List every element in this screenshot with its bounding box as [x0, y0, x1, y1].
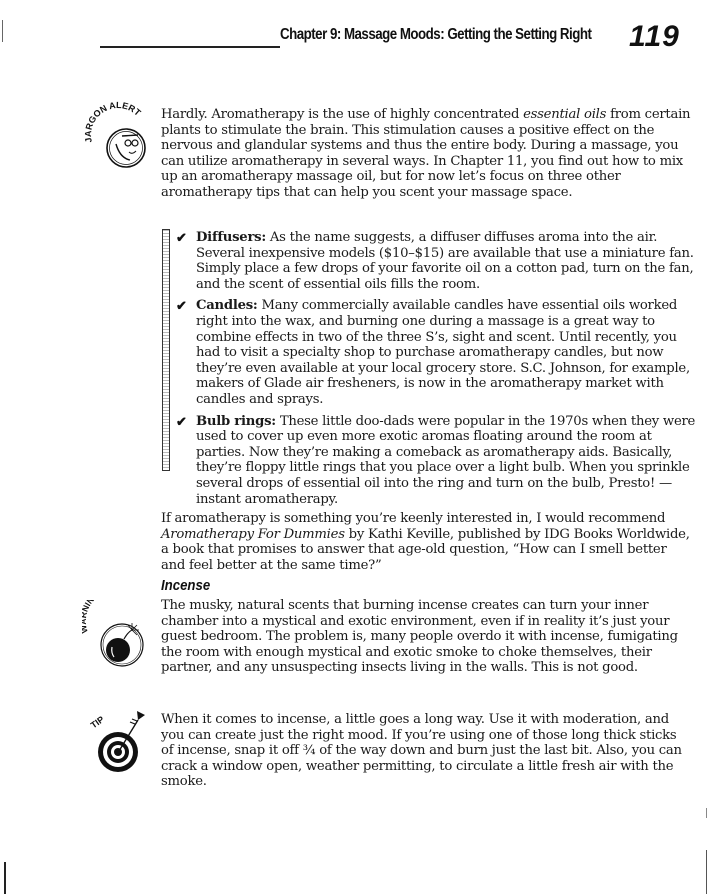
jargon-alert-label: JARGON ALERT — [82, 100, 143, 144]
header-rule — [100, 46, 280, 48]
tip-label: TIP — [88, 714, 107, 731]
scan-artifact — [2, 20, 3, 42]
checkmark-icon: ✔ — [176, 299, 187, 315]
chapter-title: Chapter 9: Massage Moods: Getting the Setting Right — [280, 26, 592, 43]
tip-target-icon — [82, 706, 152, 776]
intro-italic-term: essential oils — [523, 107, 607, 122]
recommendation-text: If aromatherapy is something you’re keenly interested in, I would recommend — [161, 511, 666, 526]
checkmark-icon: ✔ — [176, 414, 187, 430]
list-item — [176, 414, 696, 508]
intro-text: from certain plants to stimulate the brain. This stimulation causes a positive effect on the nervous and glandular systems and thus the entire body. During a massage, you can utilize aromatherapy in several ways. In Chapter 11, you find out how to mix up an aromatherapy massage oil, but for now let’s focus on three other aromatherapy tips that can help you scent your massage space. — [161, 107, 691, 200]
warning-paragraph: The musky, natural scents that burning incense creates can turn your inner chamber into a mystical and exotic environment, even if in reality it’s just your guest bedroom. The problem is, many people overdo it with incense, fumigating the room with enough mystical and exotic smoke to choke themselves, their partner, and any unsuspecting insects living in the walls. This is not good. — [161, 598, 678, 676]
bullet-text: As the name suggests, a diffuser diffuses aroma into the air. Several inexpensive models ($10–$15) are available that use a miniature fan. Simply place a few drops of your favorite oil on a cotton pad, turn on the fan, and the scent of essential oils fills the room. — [196, 230, 694, 292]
recommendation-paragraph — [161, 511, 691, 573]
scan-artifact — [4, 862, 6, 894]
bullet-term: Candles: — [196, 298, 258, 314]
recommendation-text: by Kathi Keville, published by IDG Books Worldwide, a book that promises to answer that age-old question, “How can I smell better and feel better at the same time?” — [161, 526, 690, 573]
bullet-text: Many commercially available candles have essential oils worked right into the wax, and burning one during a massage is a great way to combine effects in two of the three S’s, sight and scent. Until recently, you had to visit a specialty shop to purchase aromatherapy candles, but now they’re even available at your local grocery store. S.C. Johnson, for example, makers of Glade air fresheners, is now in the aromatherapy market with candles and sprays. — [196, 298, 690, 407]
list-item — [176, 298, 696, 407]
bullet-term: Diffusers: — [196, 230, 266, 245]
intro-text: Hardly. Aromatherapy is the use of highly concentrated — [161, 107, 524, 122]
warning-label: IN — [82, 600, 97, 608]
book-title: Aromatherapy For Dummies — [161, 526, 345, 542]
list-item — [176, 230, 696, 292]
running-header — [100, 22, 700, 52]
section-heading-incense: Incense — [161, 577, 211, 594]
checkmark-icon: ✔ — [176, 231, 187, 246]
bullet-text: These little doo-dads were popular in the 1970s when they were used to cover up even more exotic aromas floating around the room at parties. Now they’re making a comeback as aromatherapy aids. Basically, they’re floppy little rings that you place over a light bulb. When you sprinkle several drops of essential oil into the ring and turn on the bulb, Presto! — instant aromatherapy. — [196, 413, 696, 507]
bullet-term: Bulb rings: — [196, 413, 276, 429]
intro-paragraph — [161, 107, 691, 201]
scan-artifact — [706, 808, 707, 818]
tip-paragraph: When it comes to incense, a little goes a long way. Use it with moderation, and you can create just the right mood. If you’re using one of those long thick sticks of incense, snap it off ¾ of the way down and burn just the last bit. Also, you can crack a window open, weather permitting, to circulate a little fresh air with the smoke. — [161, 712, 682, 790]
warning-bomb-icon — [82, 600, 152, 670]
jargon-alert-icon — [82, 98, 152, 168]
bullet-list-sidebar — [162, 229, 170, 471]
aromatherapy-tips-list — [176, 230, 696, 513]
page-number: 119 — [629, 20, 680, 53]
scan-artifact — [706, 850, 707, 894]
svg-text:WARNING! — [82, 600, 103, 634]
